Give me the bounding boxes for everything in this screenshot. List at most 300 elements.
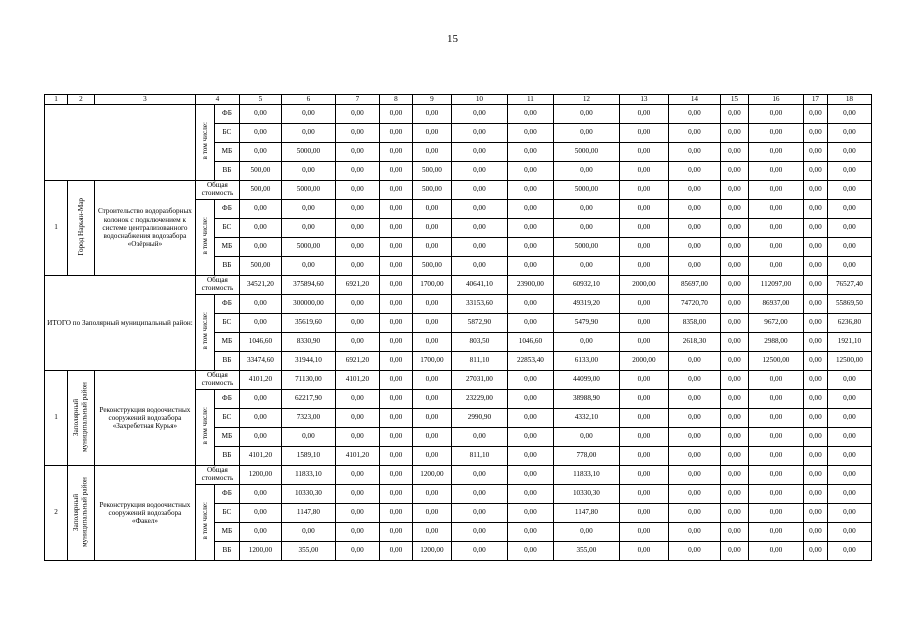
- funding-source: ВБ: [214, 447, 239, 466]
- value-cell: 0,00: [803, 542, 827, 561]
- total-cost-label: Общая стоимость: [195, 276, 239, 295]
- value-cell: 0,00: [412, 390, 451, 409]
- value-cell: 0,00: [412, 428, 451, 447]
- funding-source: ВБ: [214, 542, 239, 561]
- value-cell: 0,00: [827, 257, 871, 276]
- value-cell: 0,00: [668, 504, 720, 523]
- column-number: 7: [335, 95, 379, 105]
- column-number: 15: [720, 95, 748, 105]
- value-cell: 0,00: [335, 200, 379, 219]
- value-cell: 0,00: [803, 257, 827, 276]
- value-cell: 0,00: [507, 466, 553, 485]
- value-cell: 0,00: [668, 200, 720, 219]
- value-cell: 10330,30: [553, 485, 619, 504]
- value-cell: 0,00: [827, 390, 871, 409]
- value-cell: 0,00: [281, 523, 335, 542]
- value-cell: 0,00: [412, 219, 451, 238]
- value-cell: 355,00: [281, 542, 335, 561]
- funding-source: МБ: [214, 428, 239, 447]
- column-number: 8: [379, 95, 412, 105]
- value-cell: 0,00: [451, 143, 507, 162]
- funding-source: ФБ: [214, 485, 239, 504]
- value-cell: 803,50: [451, 333, 507, 352]
- value-cell: 0,00: [720, 466, 748, 485]
- value-cell: 0,00: [335, 314, 379, 333]
- value-cell: 0,00: [379, 181, 412, 200]
- value-cell: 0,00: [239, 238, 281, 257]
- value-cell: 0,00: [827, 105, 871, 124]
- value-cell: 0,00: [507, 143, 553, 162]
- value-cell: 0,00: [451, 466, 507, 485]
- value-cell: 2988,00: [748, 333, 803, 352]
- value-cell: 0,00: [335, 162, 379, 181]
- value-cell: 0,00: [720, 333, 748, 352]
- value-cell: 0,00: [668, 257, 720, 276]
- value-cell: 0,00: [553, 219, 619, 238]
- value-cell: 0,00: [803, 219, 827, 238]
- value-cell: 0,00: [720, 485, 748, 504]
- value-cell: 0,00: [803, 143, 827, 162]
- value-cell: 0,00: [720, 371, 748, 390]
- column-number: 18: [827, 95, 871, 105]
- project-description: Строительство водоразборных колонок с подключением к системе централизованного водоснабжения водозабора «Озёрный»: [94, 181, 195, 276]
- value-cell: 0,00: [335, 466, 379, 485]
- value-cell: 0,00: [553, 257, 619, 276]
- value-cell: 0,00: [239, 143, 281, 162]
- value-cell: 0,00: [412, 409, 451, 428]
- value-cell: 500,00: [412, 162, 451, 181]
- in-that-number-label: в том числе:: [200, 217, 209, 255]
- project-description: Реконструкция водоочистных сооружений водозабора «Факел»: [94, 466, 195, 561]
- value-cell: 0,00: [335, 542, 379, 561]
- value-cell: 0,00: [827, 181, 871, 200]
- value-cell: 60932,10: [553, 276, 619, 295]
- column-number: 2: [68, 95, 95, 105]
- value-cell: 0,00: [619, 371, 668, 390]
- value-cell: 0,00: [412, 447, 451, 466]
- value-cell: 0,00: [668, 390, 720, 409]
- funding-source: МБ: [214, 238, 239, 257]
- value-cell: 0,00: [507, 428, 553, 447]
- value-cell: 1921,10: [827, 333, 871, 352]
- in-number-cell: [195, 200, 214, 276]
- value-cell: 74720,70: [668, 295, 720, 314]
- value-cell: 0,00: [619, 504, 668, 523]
- total-title: ИТОГО по Заполярный муниципальный район:: [45, 276, 196, 371]
- value-cell: 0,00: [619, 219, 668, 238]
- value-cell: 0,00: [507, 295, 553, 314]
- value-cell: 0,00: [720, 542, 748, 561]
- value-cell: 0,00: [827, 504, 871, 523]
- value-cell: 0,00: [827, 238, 871, 257]
- value-cell: 0,00: [507, 371, 553, 390]
- value-cell: 0,00: [827, 143, 871, 162]
- value-cell: 0,00: [720, 447, 748, 466]
- value-cell: 0,00: [720, 295, 748, 314]
- column-number: 6: [281, 95, 335, 105]
- value-cell: 0,00: [451, 542, 507, 561]
- value-cell: 0,00: [379, 124, 412, 143]
- value-cell: 0,00: [335, 523, 379, 542]
- table-row: [45, 466, 872, 485]
- value-cell: 5000,00: [553, 181, 619, 200]
- value-cell: 1589,10: [281, 447, 335, 466]
- value-cell: 12500,00: [827, 352, 871, 371]
- value-cell: 0,00: [803, 409, 827, 428]
- value-cell: 355,00: [553, 542, 619, 561]
- value-cell: 0,00: [379, 162, 412, 181]
- value-cell: 0,00: [803, 371, 827, 390]
- value-cell: 0,00: [803, 238, 827, 257]
- table-row: [45, 105, 872, 124]
- value-cell: 0,00: [553, 200, 619, 219]
- value-cell: 0,00: [803, 124, 827, 143]
- value-cell: 76527,40: [827, 276, 871, 295]
- value-cell: 0,00: [507, 504, 553, 523]
- value-cell: 0,00: [335, 504, 379, 523]
- empty-cell: [45, 105, 196, 181]
- value-cell: 6921,20: [335, 352, 379, 371]
- value-cell: 5872,90: [451, 314, 507, 333]
- value-cell: 0,00: [803, 314, 827, 333]
- funding-source: МБ: [214, 333, 239, 352]
- in-that-number-label: в том числе:: [200, 502, 209, 540]
- value-cell: 55869,50: [827, 295, 871, 314]
- value-cell: 0,00: [335, 390, 379, 409]
- value-cell: 0,00: [619, 314, 668, 333]
- value-cell: 0,00: [803, 390, 827, 409]
- value-cell: 4101,20: [335, 371, 379, 390]
- in-that-number-label: в том числе:: [200, 312, 209, 350]
- value-cell: 0,00: [507, 314, 553, 333]
- value-cell: 0,00: [451, 162, 507, 181]
- value-cell: 0,00: [379, 542, 412, 561]
- column-number: 11: [507, 95, 553, 105]
- funding-source: БС: [214, 124, 239, 143]
- value-cell: 0,00: [335, 238, 379, 257]
- value-cell: 1700,00: [412, 352, 451, 371]
- value-cell: 1147,80: [553, 504, 619, 523]
- value-cell: 0,00: [379, 200, 412, 219]
- value-cell: 0,00: [335, 219, 379, 238]
- value-cell: 0,00: [451, 523, 507, 542]
- value-cell: 500,00: [239, 162, 281, 181]
- value-cell: 0,00: [281, 162, 335, 181]
- value-cell: 0,00: [507, 200, 553, 219]
- funding-source: ФБ: [214, 200, 239, 219]
- value-cell: 0,00: [720, 257, 748, 276]
- value-cell: 0,00: [827, 485, 871, 504]
- value-cell: 500,00: [239, 181, 281, 200]
- value-cell: 0,00: [668, 124, 720, 143]
- value-cell: 0,00: [507, 257, 553, 276]
- value-cell: 0,00: [507, 105, 553, 124]
- funding-source: ФБ: [214, 295, 239, 314]
- value-cell: 0,00: [281, 124, 335, 143]
- value-cell: 0,00: [748, 200, 803, 219]
- value-cell: 5000,00: [553, 238, 619, 257]
- value-cell: 0,00: [619, 428, 668, 447]
- value-cell: 31944,10: [281, 352, 335, 371]
- value-cell: 0,00: [827, 371, 871, 390]
- value-cell: 0,00: [619, 447, 668, 466]
- value-cell: 1046,60: [239, 333, 281, 352]
- value-cell: 4101,20: [335, 447, 379, 466]
- place-label: Город Нарьян-Мар: [76, 197, 85, 256]
- value-cell: 1200,00: [412, 466, 451, 485]
- value-cell: 0,00: [748, 409, 803, 428]
- value-cell: 300000,00: [281, 295, 335, 314]
- value-cell: 0,00: [827, 542, 871, 561]
- value-cell: 0,00: [803, 523, 827, 542]
- value-cell: 0,00: [827, 124, 871, 143]
- value-cell: 35619,60: [281, 314, 335, 333]
- value-cell: 0,00: [803, 428, 827, 447]
- value-cell: 0,00: [827, 162, 871, 181]
- value-cell: 0,00: [619, 200, 668, 219]
- value-cell: 0,00: [412, 238, 451, 257]
- value-cell: 0,00: [668, 466, 720, 485]
- value-cell: 0,00: [335, 485, 379, 504]
- value-cell: 0,00: [451, 238, 507, 257]
- value-cell: 375894,60: [281, 276, 335, 295]
- value-cell: 0,00: [239, 219, 281, 238]
- value-cell: 0,00: [720, 238, 748, 257]
- funding-source: МБ: [214, 143, 239, 162]
- value-cell: 0,00: [335, 124, 379, 143]
- value-cell: 0,00: [668, 523, 720, 542]
- value-cell: 0,00: [748, 428, 803, 447]
- value-cell: 0,00: [619, 390, 668, 409]
- value-cell: 0,00: [507, 238, 553, 257]
- value-cell: 0,00: [335, 181, 379, 200]
- value-cell: 0,00: [803, 447, 827, 466]
- value-cell: 2000,00: [619, 276, 668, 295]
- value-cell: 0,00: [720, 352, 748, 371]
- table-row: [45, 181, 872, 200]
- value-cell: 0,00: [451, 485, 507, 504]
- value-cell: 0,00: [281, 200, 335, 219]
- value-cell: 0,00: [379, 276, 412, 295]
- value-cell: 0,00: [507, 162, 553, 181]
- place-label: Заполярный муниципальный район: [72, 476, 89, 547]
- value-cell: 0,00: [451, 504, 507, 523]
- row-number: 1: [45, 371, 68, 466]
- value-cell: 34521,20: [239, 276, 281, 295]
- value-cell: 0,00: [553, 428, 619, 447]
- value-cell: 0,00: [720, 143, 748, 162]
- value-cell: 0,00: [507, 124, 553, 143]
- value-cell: 40641,10: [451, 276, 507, 295]
- column-number: 3: [94, 95, 195, 105]
- value-cell: 0,00: [379, 257, 412, 276]
- value-cell: 0,00: [668, 238, 720, 257]
- value-cell: 5000,00: [281, 238, 335, 257]
- value-cell: 0,00: [451, 257, 507, 276]
- column-number: 1: [45, 95, 68, 105]
- place-label: Заполярный муниципальный район: [72, 381, 89, 452]
- value-cell: 0,00: [451, 219, 507, 238]
- table-row: [45, 371, 872, 390]
- value-cell: 27031,00: [451, 371, 507, 390]
- value-cell: 5000,00: [281, 143, 335, 162]
- value-cell: 5479,90: [553, 314, 619, 333]
- value-cell: 85697,00: [668, 276, 720, 295]
- value-cell: 0,00: [239, 485, 281, 504]
- value-cell: 11833,10: [281, 466, 335, 485]
- row-number: 2: [45, 466, 68, 561]
- value-cell: 1200,00: [239, 466, 281, 485]
- value-cell: 0,00: [239, 124, 281, 143]
- in-that-number-label: в том числе:: [200, 407, 209, 445]
- value-cell: 0,00: [668, 447, 720, 466]
- total-cost-label: Общая стоимость: [195, 466, 239, 485]
- value-cell: 0,00: [720, 314, 748, 333]
- header-row: [45, 95, 872, 105]
- value-cell: 0,00: [507, 542, 553, 561]
- value-cell: 0,00: [803, 352, 827, 371]
- value-cell: 33153,60: [451, 295, 507, 314]
- value-cell: 0,00: [335, 428, 379, 447]
- value-cell: 0,00: [379, 105, 412, 124]
- value-cell: 0,00: [803, 162, 827, 181]
- value-cell: 2618,30: [668, 333, 720, 352]
- place-cell: [68, 181, 95, 276]
- value-cell: 1147,80: [281, 504, 335, 523]
- table-row: [45, 276, 872, 295]
- value-cell: 0,00: [748, 162, 803, 181]
- value-cell: 0,00: [748, 542, 803, 561]
- value-cell: 4332,10: [553, 409, 619, 428]
- value-cell: 0,00: [619, 124, 668, 143]
- value-cell: 6921,20: [335, 276, 379, 295]
- value-cell: 0,00: [803, 333, 827, 352]
- value-cell: 62217,90: [281, 390, 335, 409]
- value-cell: 0,00: [720, 162, 748, 181]
- value-cell: 4101,20: [239, 447, 281, 466]
- value-cell: 0,00: [619, 466, 668, 485]
- column-number: 12: [553, 95, 619, 105]
- value-cell: 0,00: [281, 219, 335, 238]
- value-cell: 0,00: [748, 219, 803, 238]
- value-cell: 0,00: [451, 200, 507, 219]
- value-cell: 0,00: [619, 523, 668, 542]
- value-cell: 0,00: [379, 428, 412, 447]
- value-cell: 0,00: [379, 143, 412, 162]
- value-cell: 0,00: [507, 181, 553, 200]
- value-cell: 0,00: [335, 105, 379, 124]
- column-number: 5: [239, 95, 281, 105]
- value-cell: 0,00: [803, 276, 827, 295]
- value-cell: 0,00: [619, 143, 668, 162]
- value-cell: 0,00: [379, 295, 412, 314]
- value-cell: 0,00: [239, 504, 281, 523]
- value-cell: 0,00: [239, 390, 281, 409]
- value-cell: 0,00: [720, 181, 748, 200]
- value-cell: 0,00: [720, 276, 748, 295]
- value-cell: 0,00: [412, 105, 451, 124]
- value-cell: 10330,30: [281, 485, 335, 504]
- value-cell: 0,00: [748, 447, 803, 466]
- value-cell: 0,00: [379, 390, 412, 409]
- value-cell: 0,00: [239, 409, 281, 428]
- value-cell: 0,00: [619, 105, 668, 124]
- funding-source: ВБ: [214, 162, 239, 181]
- value-cell: 0,00: [239, 314, 281, 333]
- value-cell: 9672,00: [748, 314, 803, 333]
- value-cell: 0,00: [239, 200, 281, 219]
- value-cell: 0,00: [507, 390, 553, 409]
- value-cell: 6236,80: [827, 314, 871, 333]
- value-cell: 0,00: [379, 409, 412, 428]
- value-cell: 0,00: [412, 371, 451, 390]
- value-cell: 0,00: [379, 466, 412, 485]
- value-cell: 0,00: [412, 333, 451, 352]
- value-cell: 0,00: [619, 257, 668, 276]
- in-that-number-label: в том числе:: [200, 122, 209, 160]
- value-cell: 38988,90: [553, 390, 619, 409]
- value-cell: 0,00: [412, 295, 451, 314]
- value-cell: 0,00: [335, 409, 379, 428]
- funding-source: МБ: [214, 523, 239, 542]
- value-cell: 1200,00: [239, 542, 281, 561]
- value-cell: 49319,20: [553, 295, 619, 314]
- value-cell: 0,00: [803, 181, 827, 200]
- value-cell: 0,00: [827, 219, 871, 238]
- value-cell: 0,00: [379, 523, 412, 542]
- value-cell: 500,00: [412, 181, 451, 200]
- value-cell: 8358,00: [668, 314, 720, 333]
- funding-source: БС: [214, 409, 239, 428]
- value-cell: 0,00: [803, 485, 827, 504]
- value-cell: 0,00: [619, 409, 668, 428]
- value-cell: 5000,00: [281, 181, 335, 200]
- value-cell: 0,00: [379, 219, 412, 238]
- value-cell: 0,00: [668, 143, 720, 162]
- value-cell: 0,00: [827, 200, 871, 219]
- value-cell: 0,00: [412, 314, 451, 333]
- value-cell: 33474,60: [239, 352, 281, 371]
- value-cell: 0,00: [748, 105, 803, 124]
- value-cell: 4101,20: [239, 371, 281, 390]
- column-number: 4: [195, 95, 239, 105]
- value-cell: 0,00: [379, 352, 412, 371]
- value-cell: 0,00: [239, 428, 281, 447]
- value-cell: 7323,00: [281, 409, 335, 428]
- value-cell: 1046,60: [507, 333, 553, 352]
- value-cell: 0,00: [619, 162, 668, 181]
- value-cell: 0,00: [668, 428, 720, 447]
- column-number: 16: [748, 95, 803, 105]
- value-cell: 0,00: [412, 200, 451, 219]
- project-description: Реконструкция водоочистных сооружений водозабора «Захребетная Курья»: [94, 371, 195, 466]
- value-cell: 0,00: [412, 124, 451, 143]
- value-cell: 0,00: [379, 485, 412, 504]
- value-cell: 0,00: [379, 447, 412, 466]
- value-cell: 0,00: [553, 333, 619, 352]
- value-cell: 86937,00: [748, 295, 803, 314]
- value-cell: 0,00: [748, 523, 803, 542]
- funding-source: БС: [214, 219, 239, 238]
- value-cell: 0,00: [720, 409, 748, 428]
- funding-source: ВБ: [214, 352, 239, 371]
- value-cell: 0,00: [335, 257, 379, 276]
- in-number-cell: [195, 485, 214, 561]
- value-cell: 0,00: [668, 105, 720, 124]
- value-cell: 0,00: [619, 238, 668, 257]
- value-cell: 0,00: [748, 466, 803, 485]
- value-cell: 500,00: [412, 257, 451, 276]
